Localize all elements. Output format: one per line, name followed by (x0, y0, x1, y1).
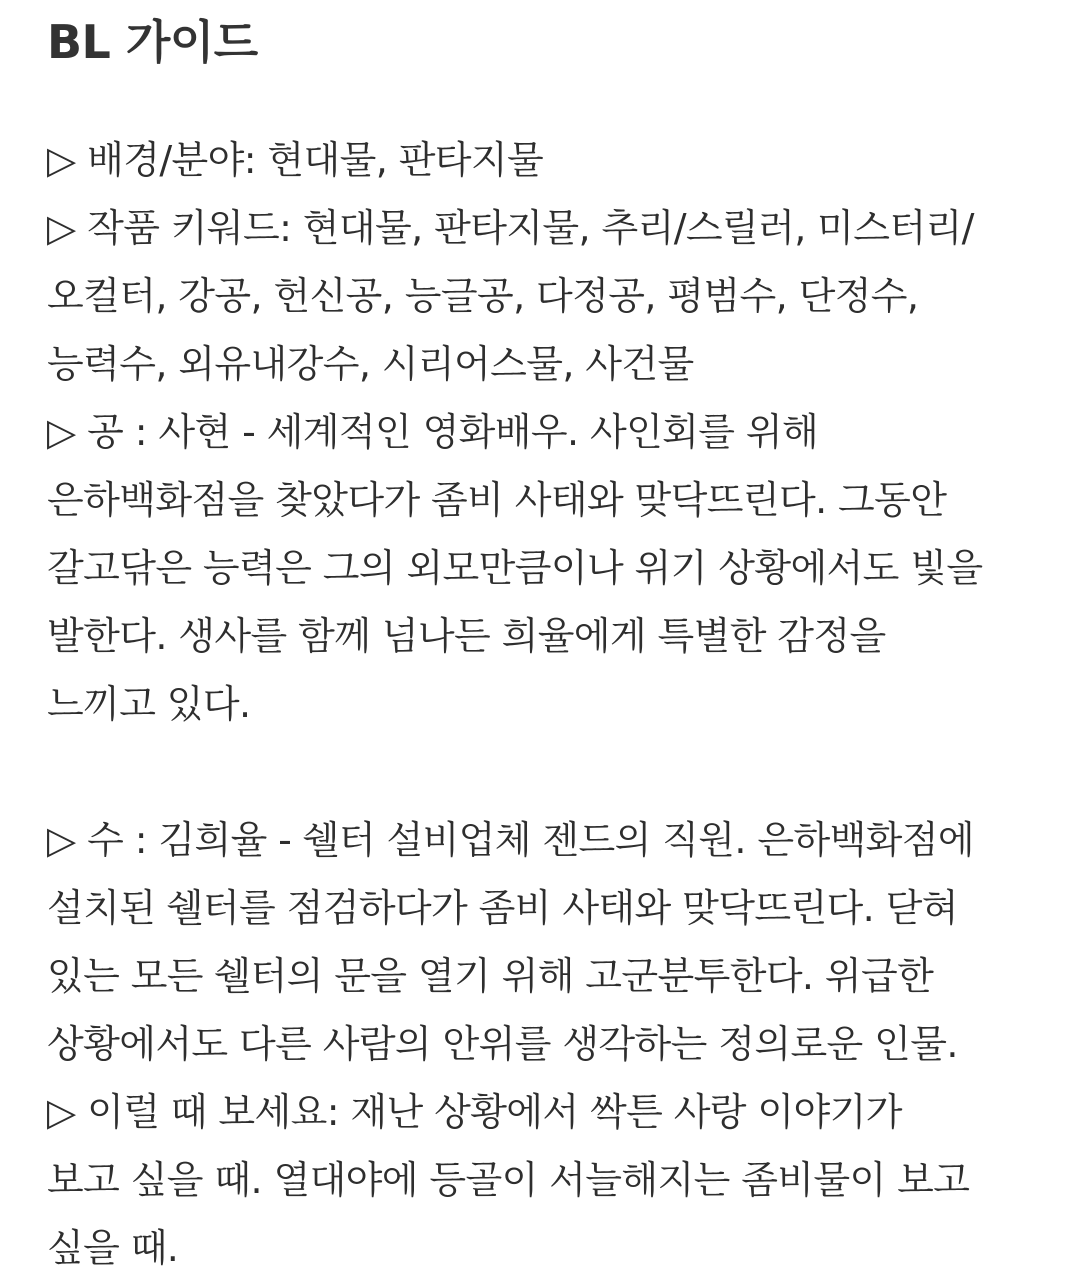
text-line-recommend: ▷ 이럴 때 보세요: 재난 상황에서 싹튼 사랑 이야기가 (47, 1090, 902, 1134)
guide-content (47, 126, 1057, 1282)
text-line-su: ▷ 수 : 김희율 - 쉘터 설비업체 젠드의 직원. 은하백화점에 (47, 818, 974, 862)
text-line-keywords: ▷ 작품 키워드: 현대물, 판타지물, 추리/스릴러, 미스터리/ (47, 206, 974, 250)
text-line-su-cont-3: 상황에서도 다른 사람의 안위를 생각하는 정의로운 인물. (47, 1022, 958, 1066)
text-line-gong-cont-1: 은하백화점을 찾았다가 좀비 사태와 맞닥뜨린다. 그동안 (47, 478, 947, 522)
text-line-gong-cont-3: 발한다. 생사를 함께 넘나든 희율에게 특별한 감정을 (47, 614, 886, 658)
text-line-keywords-cont-2: 능력수, 외유내강수, 시리어스물, 사건물 (47, 342, 694, 386)
text-line-gong-cont-4: 느끼고 있다. (47, 682, 251, 726)
text-line-su-cont-1: 설치된 쉘터를 점검하다가 좀비 사태와 맞닥뜨린다. 닫혀 (47, 886, 958, 930)
blank-line (47, 738, 1057, 806)
text-line-su-cont-2: 있는 모든 쉘터의 문을 열기 위해 고군분투한다. 위급한 (47, 954, 934, 998)
text-line-recommend-cont-1: 보고 싶을 때. 열대야에 등골이 서늘해지는 좀비물이 보고 (47, 1158, 970, 1202)
page-title: BL 가이드 (47, 15, 258, 69)
text-line-keywords-cont-1: 오컬터, 강공, 헌신공, 능글공, 다정공, 평범수, 단정수, (47, 274, 919, 318)
text-line-gong: ▷ 공 : 사현 - 세계적인 영화배우. 사인회를 위해 (47, 410, 819, 454)
text-line-background: ▷ 배경/분야: 현대물, 판타지물 (47, 138, 544, 182)
text-line-gong-cont-2: 갈고닦은 능력은 그의 외모만큼이나 위기 상황에서도 빛을 (47, 546, 983, 590)
text-line-recommend-cont-2: 싶을 때. (47, 1226, 179, 1270)
